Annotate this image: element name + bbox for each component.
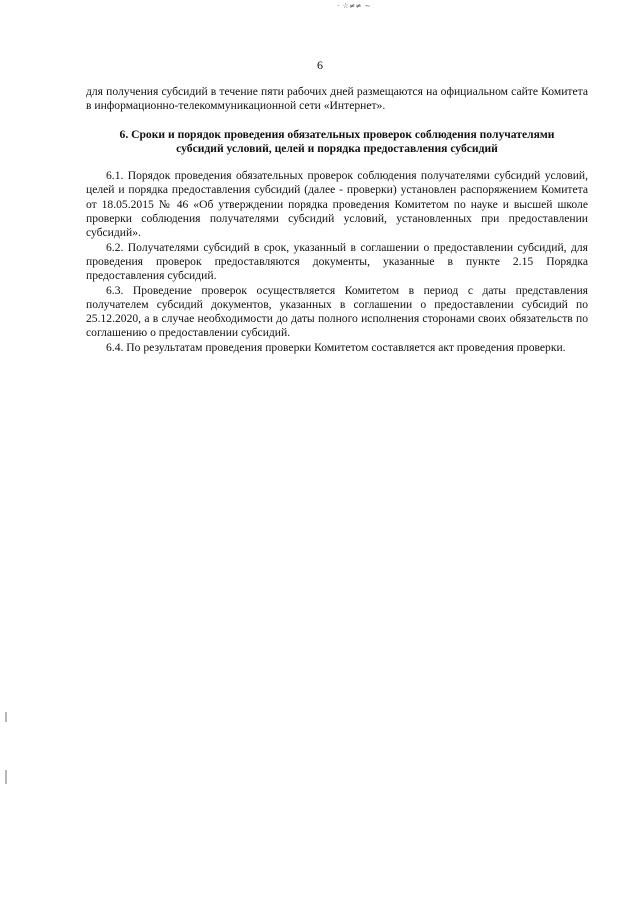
- section-title: 6. Сроки и порядок проведения обязательных проверок соблюдения получателями субсидий условий, целей и порядка предоставления субсидий: [119, 127, 555, 155]
- page-number: 6: [317, 58, 323, 72]
- paragraph-6-3: 6.3. Проведение проверок осуществляется Комитетом в период с даты представления получателем субсидий документов, указанных в соглашении о предоставлении субсидий по 25.12.2020, а в случае необходимости до даты полного исполнения сторонами своих обязательств по соглашению о предоставлении субсидий.: [86, 283, 588, 340]
- paragraph-6-2: 6.2. Получателями субсидий в срок, указанный в соглашении о предоставлении субсидий, для проведения проверок предоставляются документы, указанные в пункте 2.15 Порядка предоставления субсидий.: [86, 240, 588, 283]
- scan-edge-mark: [5, 770, 7, 784]
- paragraph-6-4: 6.4. По результатам проведения проверки Комитетом составляется акт проведения проверки.: [106, 340, 566, 354]
- document-body: [86, 85, 588, 355]
- scan-edge-mark: [5, 712, 7, 722]
- paragraph-6-1: 6.1. Порядок проведения обязательных проверок соблюдения получателями субсидий условий, целей и порядка предоставления субсидий (далее - проверки) установлен распоряжением Комитета от 18.05.2015 № 46 «Об утверждении порядка проведения Комитетом по науке и высшей школе проверки соблюдения получателями субсидий условий, установленных при предоставлении субсидий».: [86, 169, 588, 240]
- intro-paragraph: для получения субсидий в течение пяти рабочих дней размещаются на официальном сайте Комитета в информационно-телекоммуникационной сети «Интернет».: [86, 85, 588, 113]
- scan-stamp-mark: · ☆≠≠ ∼: [337, 2, 372, 10]
